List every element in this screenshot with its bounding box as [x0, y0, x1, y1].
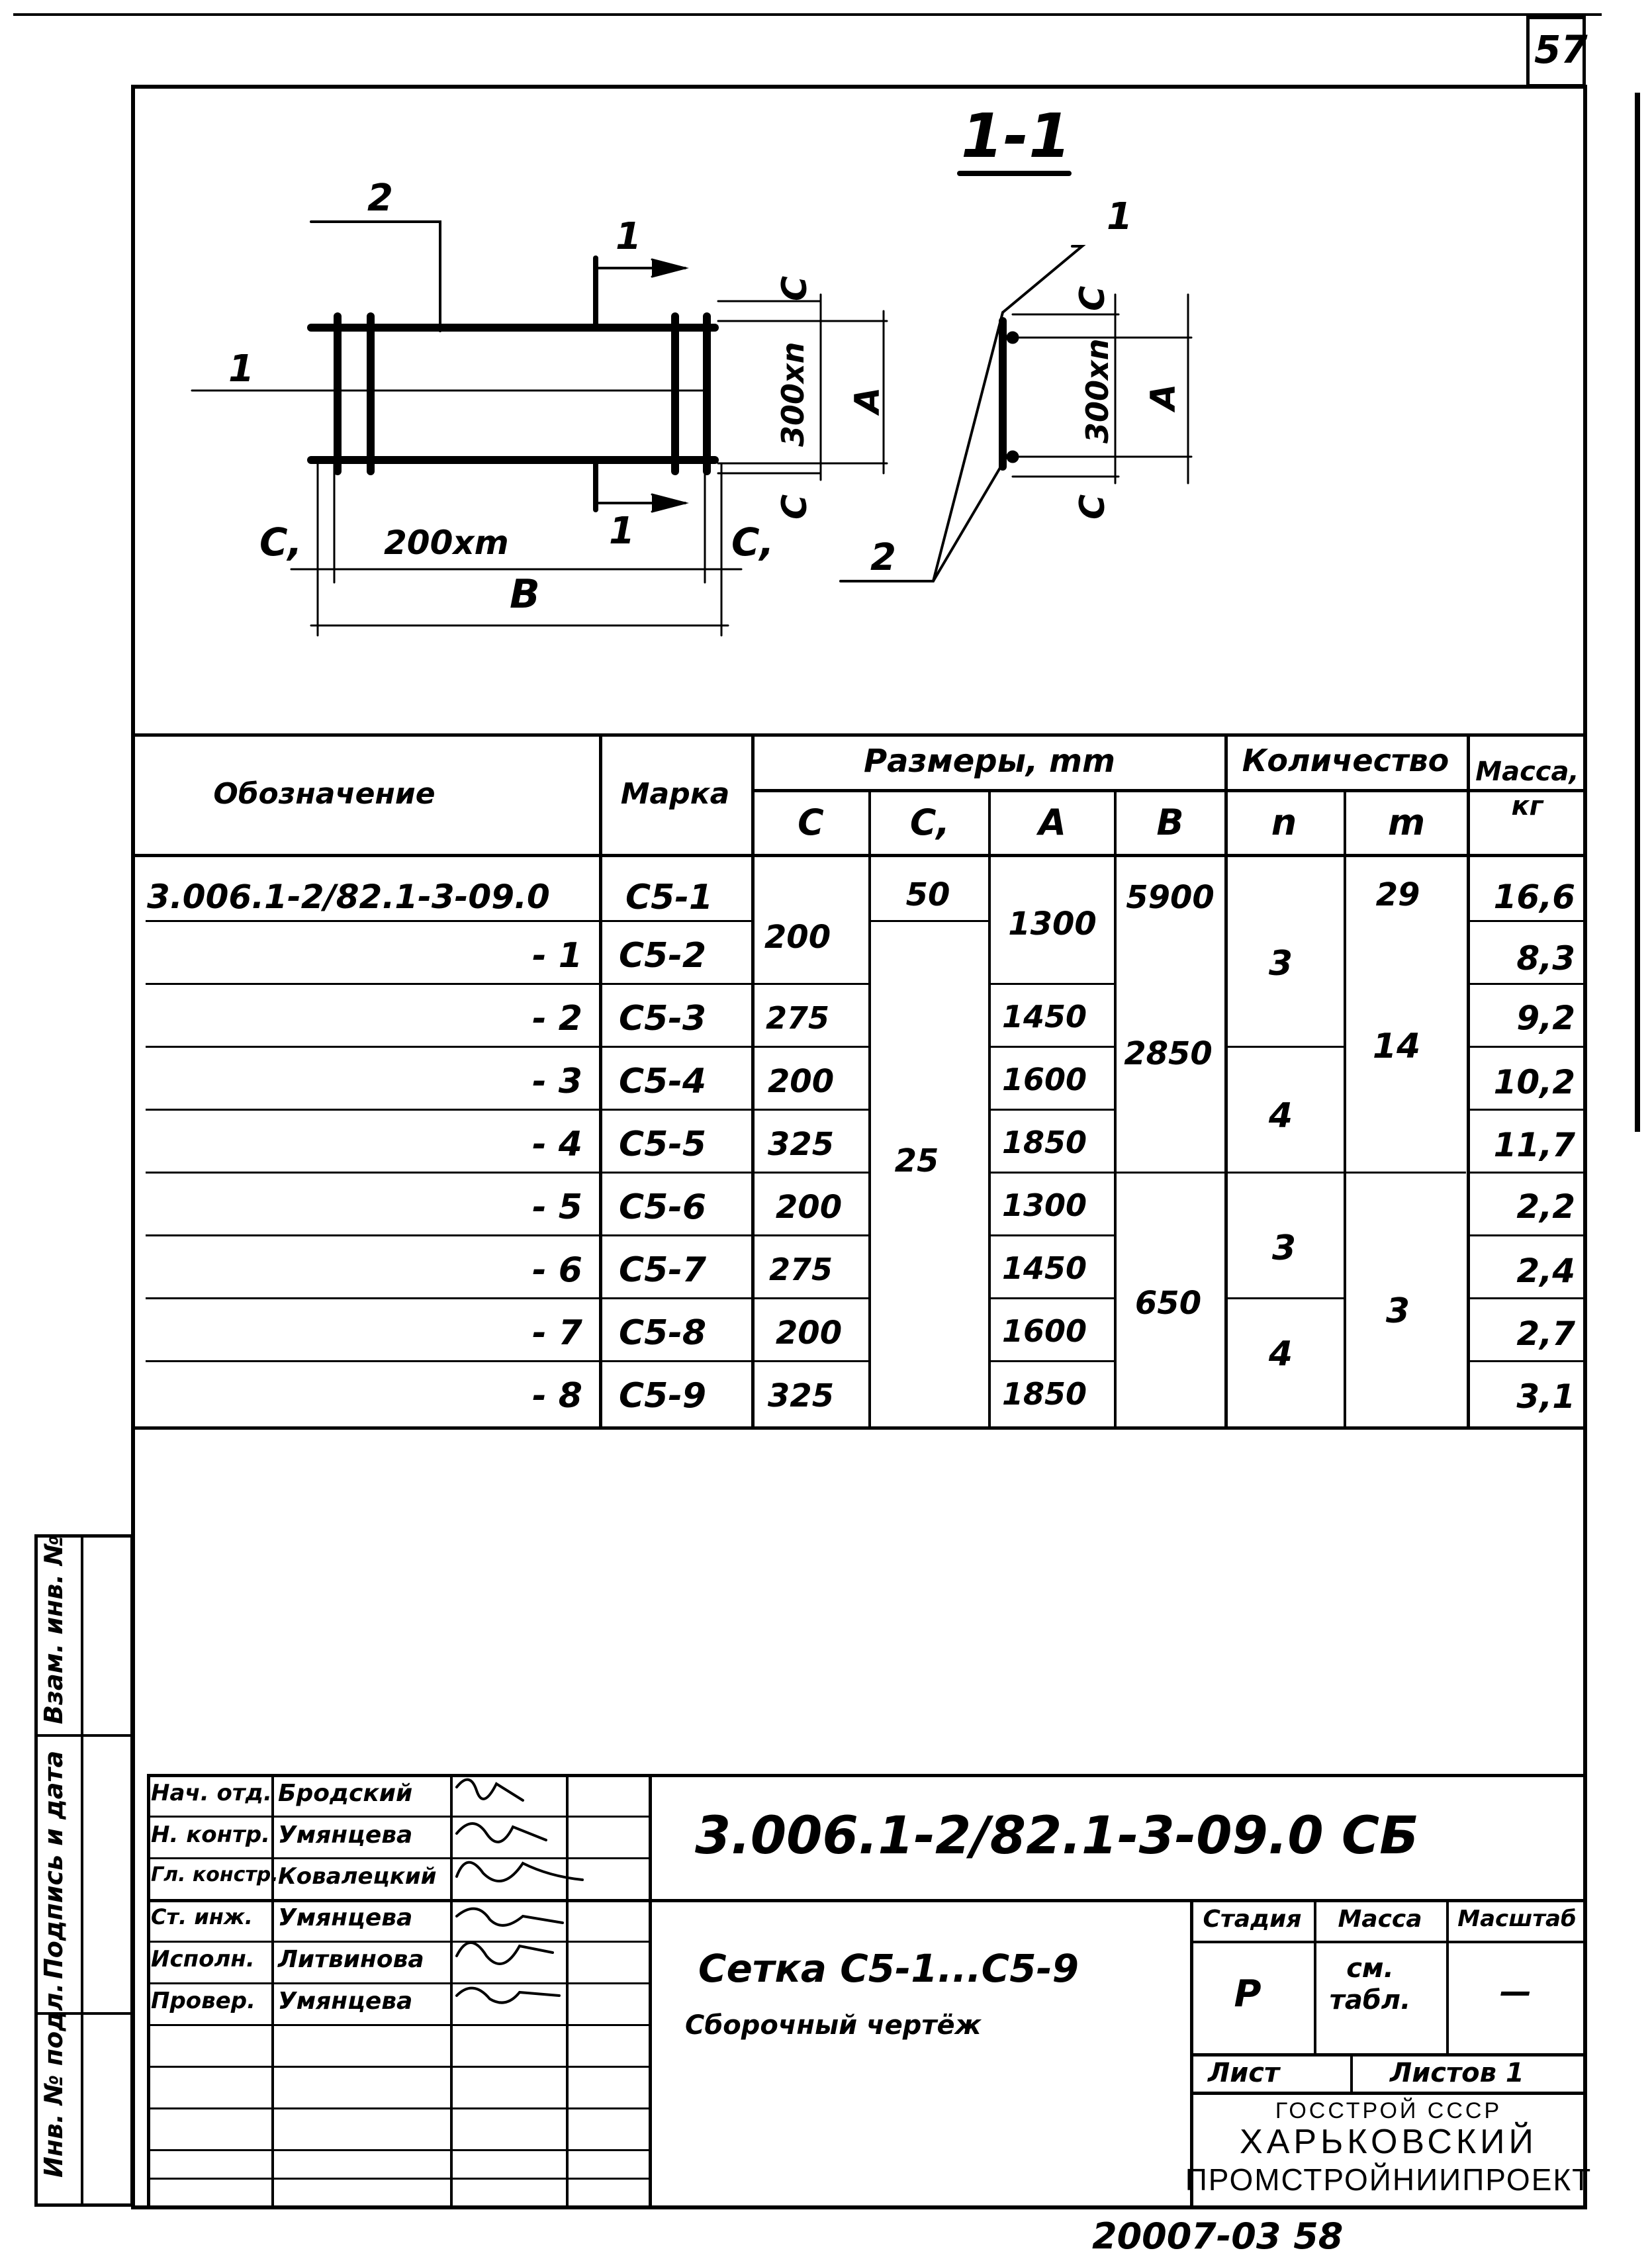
mass-row-7: 2,4	[1516, 1252, 1575, 1290]
mass-label: Масса	[1338, 1906, 1422, 1933]
dim-b: B	[510, 571, 540, 618]
a-row-7: 1450	[1001, 1250, 1087, 1286]
header-dimensions: Размеры, mm	[864, 743, 1115, 780]
stage-label: Стадия	[1203, 1906, 1302, 1933]
section-callout-2: 2	[870, 536, 896, 579]
stamp-replaces: Взам. инв. №	[39, 1535, 68, 1724]
mass-row-4: 10,2	[1493, 1063, 1575, 1101]
role-3: Гл. констр.	[151, 1863, 279, 1886]
dim-c1-right: C,	[731, 520, 774, 565]
mark-row-8: C5-8	[619, 1313, 707, 1353]
designation-row-4: - 3	[532, 1062, 582, 1101]
a-row-6: 1300	[1001, 1187, 1087, 1223]
section-mark-bottom: 1	[609, 510, 635, 553]
plan-dim-c-top: C	[775, 275, 815, 301]
c-row-7: 275	[768, 1252, 833, 1287]
mass-row-5: 11,7	[1493, 1126, 1575, 1164]
mass-row-1: 16,6	[1493, 878, 1575, 916]
product-name: Сетка С5-1...С5-9	[698, 1946, 1079, 1991]
c1-row-1: 50	[905, 876, 950, 913]
role-6: Провер.	[151, 1988, 255, 2014]
plan-dim-c-bottom: C	[775, 494, 815, 520]
n-rows-1-3: 3	[1268, 944, 1293, 984]
m-rows-2-5: 14	[1372, 1027, 1421, 1066]
mass-row-2: 8,3	[1516, 939, 1575, 978]
plan-callout-2: 2	[367, 177, 393, 220]
header-quantity: Количество	[1242, 743, 1449, 778]
c-row-3: 275	[765, 1000, 830, 1036]
name-1: Бродский	[278, 1780, 413, 1807]
a-row-3: 1450	[1001, 999, 1087, 1035]
sheets-label: Листов 1	[1390, 2058, 1524, 2088]
role-4: Ст. инж.	[151, 1904, 253, 1929]
mass-row-3: 9,2	[1516, 999, 1575, 1037]
section-label: 1-1	[960, 101, 1072, 171]
c-row-4: 200	[767, 1063, 835, 1100]
designation-row-1: 3.006.1-2/82.1-3-09.0	[147, 878, 550, 916]
header-c: C	[798, 802, 824, 843]
a-rows-1-2: 1300	[1008, 905, 1097, 943]
c-row-9: 325	[767, 1377, 835, 1414]
m-row-1: 29	[1375, 876, 1420, 913]
c-row-6: 200	[775, 1189, 843, 1226]
mass-row-8: 2,7	[1516, 1315, 1575, 1353]
sheet-label: Лист	[1208, 2058, 1280, 2088]
b-row-1: 5900	[1126, 879, 1215, 916]
header-n: n	[1271, 802, 1297, 843]
org-line-3: ПРОМСТРОЙНИИПРОЕКТ	[1185, 2162, 1592, 2197]
header-designation: Обозначение	[213, 777, 436, 811]
mass-row-6: 2,2	[1516, 1187, 1575, 1226]
n-rows-8-9: 4	[1268, 1334, 1293, 1374]
dim-c1-left: C,	[259, 520, 302, 565]
designation-row-6: - 5	[532, 1187, 582, 1227]
name-3: Ковалецкий	[278, 1863, 437, 1890]
plan-dim-300xn: 300xn	[775, 342, 811, 447]
designation-row-9: - 8	[532, 1376, 582, 1416]
stamp-inv-no: Инв. № подл.	[39, 1982, 68, 2178]
role-1: Нач. отд.	[151, 1780, 272, 1806]
document-type: Сборочный чертёж	[685, 2010, 982, 2041]
sheet-number: 57	[1534, 27, 1588, 72]
name-2: Умянцева	[278, 1822, 413, 1849]
stamp-signature-date: Подпись и дата	[39, 1750, 68, 1979]
header-m: m	[1387, 802, 1426, 843]
c-row-5: 325	[767, 1126, 835, 1163]
mark-row-2: C5-2	[619, 936, 707, 976]
section-dim-300xn: 300xn	[1079, 338, 1115, 443]
header-mark: Марка	[620, 777, 730, 811]
section-dim-c-bottom: C	[1073, 494, 1113, 520]
document-code: 3.006.1-2/82.1-3-09.0 СБ	[695, 1806, 1419, 1866]
designation-row-7: - 6	[532, 1250, 582, 1290]
org-line-2: ХАРЬКОВСКИЙ	[1240, 2123, 1537, 2161]
a-row-9: 1850	[1001, 1376, 1087, 1412]
mass-value: см. табл.	[1329, 1953, 1411, 2015]
role-2: Н. контр.	[151, 1822, 271, 1848]
name-5: Литвинова	[278, 1946, 424, 1973]
stage-value: Р	[1234, 1972, 1262, 2015]
a-row-5: 1850	[1001, 1125, 1087, 1160]
a-row-4: 1600	[1001, 1062, 1087, 1097]
mark-row-3: C5-3	[619, 999, 707, 1039]
m-rows-6-9: 3	[1385, 1291, 1410, 1331]
scale-label: Масштаб	[1457, 1906, 1577, 1932]
b-rows-2-5: 2850	[1124, 1035, 1213, 1072]
designation-row-3: - 2	[532, 999, 582, 1039]
c-row-8: 200	[775, 1315, 843, 1352]
section-callout-1: 1	[1107, 195, 1132, 238]
plan-callout-1: 1	[228, 347, 254, 391]
designation-row-2: - 1	[532, 936, 582, 976]
name-4: Умянцева	[278, 1904, 413, 1931]
mark-row-9: C5-9	[619, 1376, 707, 1416]
section-dim-a: A	[1144, 383, 1183, 410]
dim-200xm: 200xm	[384, 524, 509, 562]
header-mass: Масса, кг	[1475, 757, 1579, 821]
org-line-1: ГОССТРОЙ СССР	[1275, 2098, 1502, 2123]
mass-row-9: 3,1	[1516, 1377, 1575, 1416]
name-6: Умянцева	[278, 1988, 413, 2015]
mark-row-1: C5-1	[625, 878, 713, 917]
section-dim-c-top: C	[1073, 285, 1113, 311]
mark-row-4: C5-4	[619, 1062, 707, 1101]
mark-row-5: C5-5	[619, 1125, 707, 1164]
header-a: A	[1038, 802, 1066, 843]
plan-dim-a: A	[848, 387, 888, 414]
footer-code: 20007-03 58	[1092, 2215, 1344, 2257]
designation-row-8: - 7	[532, 1313, 582, 1353]
b-rows-6-9: 650	[1134, 1285, 1202, 1322]
mark-row-7: C5-7	[619, 1250, 707, 1290]
n-rows-6-7: 3	[1271, 1228, 1297, 1268]
n-rows-4-5: 4	[1268, 1096, 1293, 1136]
role-5: Исполн.	[151, 1946, 255, 1972]
header-c1: C,	[909, 802, 950, 843]
header-b: B	[1156, 802, 1184, 843]
a-row-8: 1600	[1001, 1313, 1087, 1349]
designation-row-5: - 4	[532, 1125, 582, 1164]
section-mark-top: 1	[616, 215, 641, 258]
scale-value: —	[1500, 1973, 1532, 2010]
mark-row-6: C5-6	[619, 1187, 707, 1227]
c1-rows-2-9: 25	[894, 1142, 939, 1179]
c-rows-1-2: 200	[764, 919, 831, 956]
